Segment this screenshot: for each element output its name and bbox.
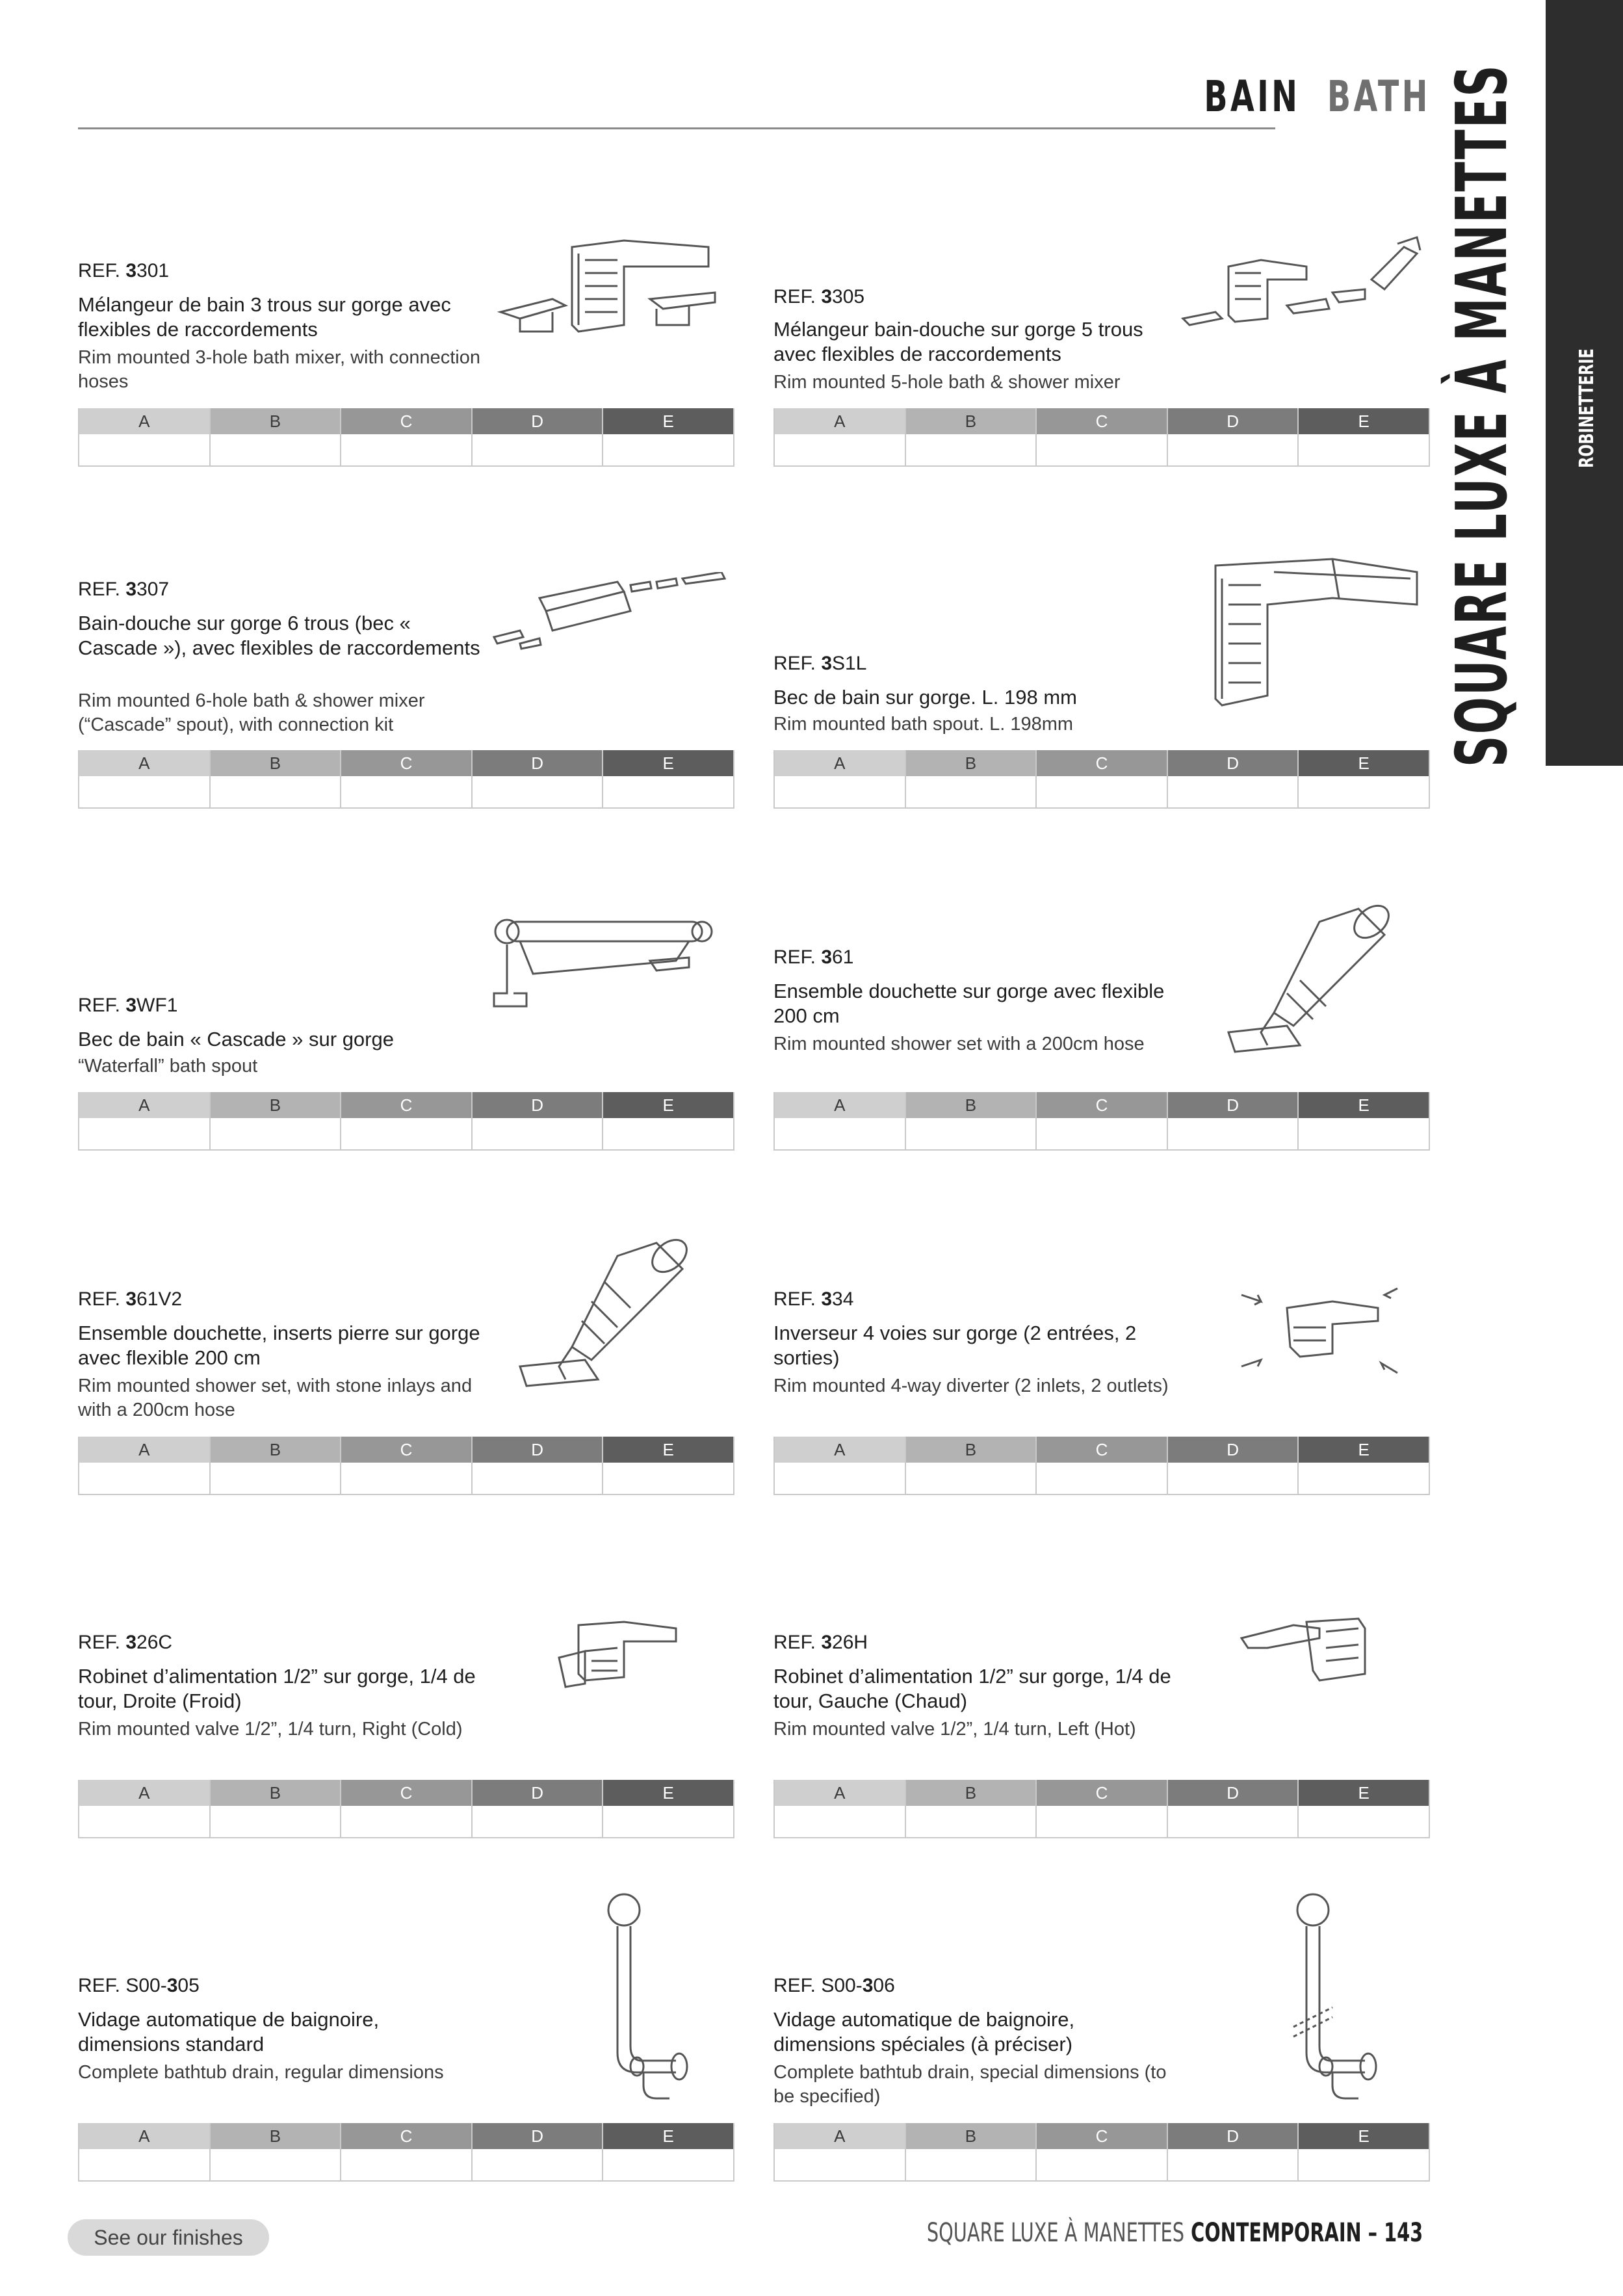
product-ref: REF. 326H [773, 1632, 868, 1653]
footer-category-page: CONTEMPORAIN – 143 [1190, 2218, 1423, 2248]
finish-col-e: E [603, 1092, 733, 1118]
product-ref: REF. 326C [78, 1632, 173, 1653]
product-desc-en: Rim mounted bath spout. L. 198mm [773, 714, 1074, 735]
product-card-3s1l [773, 579, 1430, 858]
product-card-3305 [773, 260, 1430, 540]
product-desc-en: Rim mounted valve 1/2”, 1/4 turn, Right (Cold) [78, 1719, 463, 1740]
finish-table [78, 408, 734, 467]
finish-col-b: B [211, 1092, 341, 1118]
product-card-326h [773, 1632, 1430, 1911]
product-desc-en: Rim mounted valve 1/2”, 1/4 turn, Left (Hot) [773, 1719, 1136, 1740]
product-card-361 [773, 922, 1430, 1201]
product-desc-fr: Bec de bain sur gorge. L. 198 mm [773, 686, 1077, 709]
finish-col-d: D [473, 750, 603, 776]
product-card-3301 [78, 260, 734, 540]
finish-col-d: D [1168, 1092, 1298, 1118]
finish-col-b: B [211, 750, 341, 776]
product-desc-en: Rim mounted shower set with a 200cm hose [773, 1034, 1145, 1054]
finish-col-a: A [79, 1092, 209, 1118]
product-desc-en: Complete bathtub drain, regular dimensions [78, 2062, 444, 2083]
finish-col-b: B [211, 1780, 341, 1806]
finish-col-c: C [341, 750, 471, 776]
finish-table [773, 1780, 1430, 1838]
collection-side-title: SQUARE LUXE À MANETTES [1442, 63, 1523, 767]
see-finishes-button[interactable]: See our finishes [68, 2219, 269, 2256]
product-card-361v2 [78, 1288, 734, 1568]
finish-col-c: C [1037, 1437, 1167, 1463]
finish-col-a: A [79, 408, 209, 434]
diverter-4-way-icon [1235, 1282, 1417, 1386]
bath-spout-icon [1202, 553, 1423, 715]
finish-col-d: D [1168, 1437, 1298, 1463]
product-desc-en: “Waterfall” bath spout [78, 1056, 258, 1076]
product-desc-fr: Robinet d’alimentation 1/2” sur gorge, 1/4 de tour, Gauche (Chaud) [773, 1665, 1171, 1712]
finish-col-b: B [906, 750, 1036, 776]
hand-shower-icon [1209, 896, 1417, 1065]
bath-mixer-3-hole-icon [494, 228, 728, 345]
header-title-fr: BAIN [1204, 72, 1301, 122]
finish-col-d: D [473, 2123, 603, 2149]
finish-col-e: E [603, 750, 733, 776]
finish-col-a: A [775, 2123, 905, 2149]
product-ref: REF. S00-305 [78, 1975, 200, 1996]
product-desc-fr: Vidage automatique de baignoire, dimensions spéciales (à préciser) [773, 2008, 1075, 2055]
product-desc-fr: Bec de bain « Cascade » sur gorge [78, 1028, 394, 1050]
cascade-mixer-6-hole-icon [487, 572, 734, 657]
product-desc-en: Rim mounted 3-hole bath mixer, with connection hoses [78, 347, 480, 392]
footer-page-title [927, 2218, 1423, 2248]
finish-col-a: A [775, 750, 905, 776]
finish-col-e: E [603, 1780, 733, 1806]
finish-col-c: C [1037, 2123, 1167, 2149]
page-header [1204, 72, 1431, 122]
finish-col-c: C [341, 1092, 471, 1118]
finish-col-d: D [1168, 1780, 1298, 1806]
product-desc-en: Rim mounted 4-way diverter (2 inlets, 2 outlets) [773, 1376, 1169, 1396]
product-card-334 [773, 1288, 1430, 1568]
product-desc-fr: Ensemble douchette sur gorge avec flexible 200 cm [773, 980, 1165, 1027]
product-desc-fr: Bain-douche sur gorge 6 trous (bec « Cascade »), avec flexibles de raccordements [78, 612, 480, 659]
bathtub-drain-icon [539, 1890, 708, 2105]
finish-col-a: A [775, 1780, 905, 1806]
product-desc-en: Complete bathtub drain, special dimensions (to be specified) [773, 2062, 1167, 2107]
finish-col-b: B [906, 1437, 1036, 1463]
finish-col-e: E [1299, 750, 1429, 776]
product-desc-fr: Mélangeur bain-douche sur gorge 5 trous avec flexibles de raccordements [773, 318, 1143, 365]
finish-col-b: B [906, 2123, 1036, 2149]
finish-table [773, 1092, 1430, 1151]
product-desc-en: Rim mounted 6-hole bath & shower mixer (“Cascade” spout), with connection kit [78, 690, 425, 735]
product-desc-fr: Mélangeur de bain 3 trous sur gorge avec flexibles de raccordements [78, 293, 451, 341]
product-ref: REF. S00-306 [773, 1975, 895, 1996]
finish-col-e: E [1299, 1437, 1429, 1463]
product-desc-en: Rim mounted shower set, with stone inlays and with a 200cm hose [78, 1376, 473, 1420]
product-ref: REF. 361 [773, 946, 854, 968]
product-ref: REF. 3S1L [773, 653, 867, 674]
finish-col-a: A [79, 1780, 209, 1806]
finish-col-b: B [906, 1092, 1036, 1118]
finish-table [78, 750, 734, 809]
product-ref: REF. 3307 [78, 579, 170, 600]
product-card-s00-305 [78, 1975, 734, 2254]
product-desc-fr: Inverseur 4 voies sur gorge (2 entrées, 2 sorties) [773, 1322, 1137, 1369]
finish-col-e: E [603, 408, 733, 434]
finish-col-a: A [79, 1437, 209, 1463]
header-divider [78, 127, 1275, 129]
finish-col-e: E [603, 1437, 733, 1463]
finish-col-d: D [473, 408, 603, 434]
product-desc-en: Rim mounted 5-hole bath & shower mixer [773, 372, 1121, 393]
product-ref: REF. 3305 [773, 286, 865, 307]
bathtub-drain-special-icon [1228, 1890, 1397, 2105]
finish-col-a: A [775, 1092, 905, 1118]
finish-col-c: C [1037, 1092, 1167, 1118]
finish-col-c: C [1037, 750, 1167, 776]
finish-col-d: D [473, 1437, 603, 1463]
finish-col-e: E [1299, 1780, 1429, 1806]
valve-right-icon [546, 1612, 702, 1703]
finish-table [78, 1437, 734, 1495]
finish-table [78, 1780, 734, 1838]
finish-table [78, 1092, 734, 1151]
finish-col-d: D [1168, 2123, 1298, 2149]
finish-col-e: E [603, 2123, 733, 2149]
finish-col-a: A [775, 408, 905, 434]
product-ref: REF. 3WF1 [78, 995, 178, 1016]
product-desc-fr: Ensemble douchette, inserts pierre sur gorge avec flexible 200 cm [78, 1322, 480, 1369]
finish-col-a: A [79, 2123, 209, 2149]
finish-col-b: B [906, 1780, 1036, 1806]
finish-col-d: D [1168, 408, 1298, 434]
product-card-326c [78, 1632, 734, 1911]
footer-collection: SQUARE LUXE À MANETTES [926, 2218, 1184, 2248]
finish-col-b: B [211, 408, 341, 434]
finish-col-c: C [341, 1437, 471, 1463]
finish-col-b: B [906, 408, 1036, 434]
section-tab-label: ROBINETTERIE [1576, 348, 1598, 468]
finish-col-d: D [1168, 750, 1298, 776]
product-card-3307 [78, 579, 734, 858]
finish-col-c: C [341, 408, 471, 434]
finish-table [773, 1437, 1430, 1495]
finish-table [773, 408, 1430, 467]
product-ref: REF. 334 [773, 1288, 854, 1310]
product-card-3wf1 [78, 922, 734, 1201]
valve-left-icon [1228, 1612, 1384, 1703]
bath-shower-mixer-5-hole-icon [1176, 228, 1423, 345]
header-title-en: BATH [1327, 72, 1431, 122]
finish-col-b: B [211, 2123, 341, 2149]
finish-col-c: C [1037, 1780, 1167, 1806]
finish-col-c: C [341, 1780, 471, 1806]
finish-table [773, 750, 1430, 809]
finish-col-a: A [775, 1437, 905, 1463]
finish-col-c: C [341, 2123, 471, 2149]
finish-col-e: E [1299, 408, 1429, 434]
waterfall-spout-icon [481, 896, 728, 1026]
finish-col-b: B [211, 1437, 341, 1463]
hand-shower-stone-icon [507, 1230, 715, 1399]
finish-col-e: E [1299, 1092, 1429, 1118]
product-card-s00-306 [773, 1975, 1430, 2254]
finish-col-d: D [473, 1780, 603, 1806]
product-desc-fr: Robinet d’alimentation 1/2” sur gorge, 1/4 de tour, Droite (Froid) [78, 1665, 476, 1712]
product-desc-fr: Vidage automatique de baignoire, dimensions standard [78, 2008, 380, 2055]
finish-table [78, 2123, 734, 2182]
finish-col-a: A [79, 750, 209, 776]
product-ref: REF. 361V2 [78, 1288, 183, 1310]
finish-table [773, 2123, 1430, 2182]
product-ref: REF. 3301 [78, 260, 170, 281]
finish-col-e: E [1299, 2123, 1429, 2149]
finish-col-c: C [1037, 408, 1167, 434]
finish-col-d: D [473, 1092, 603, 1118]
